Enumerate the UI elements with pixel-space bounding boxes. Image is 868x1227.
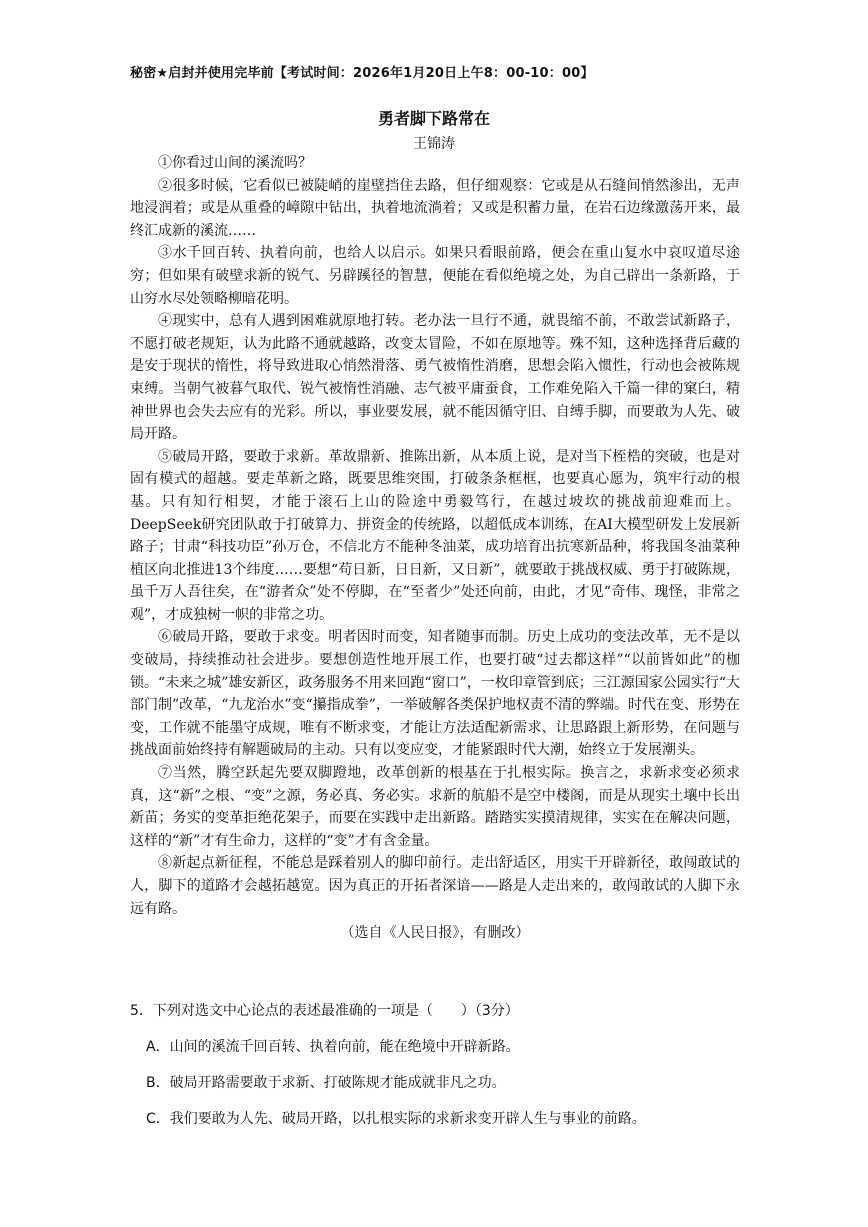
option-a[interactable]: A．山间的溪流千回百转、执着向前，能在绝境中开辟新路。	[146, 1039, 520, 1055]
article-body	[130, 152, 740, 945]
paragraph-5: ⑤破局开路，要敢于求新。革故鼎新、推陈出新，从本质上说，是对当下桎梏的突破，也是对固有模式的超越。要走革新之路，既要思维突围，打破条条框框，也要真心愿为，筑牢行动的根基。只有知行相契，才能于滚石上山的险途中勇毅笃行，在越过坡坎的挑战前迎难而上。DeepSeek研究团队敢于打破算力、拼资金的传统路，以超低成本训练，在AI大模型研发上发展新路子；甘肃“科技功臣”孙万仓，不信北方不能种冬油菜，成功培育出抗寒新品种，将我国冬油菜种植区向北推进13个纬度……要想“苟日新，日日新，又日新”，就要敢于挑战权威、勇于打破陈规，虽千万人吾往矣，在“游者众”处不停脚，在“至者少”处还向前，由此，才见“奇伟、瑰怪，非常之观”，才成独树一帜的非常之功。	[130, 448, 740, 623]
paragraph-3: ③水千回百转、执着向前，也给人以启示。如果只看眼前路，便会在重山复水中哀叹道尽途穷；但如果有破壁求新的锐气、另辟蹊径的智慧，便能在看似绝境之处，为自己辟出一条新路，于山穷水尽处领略柳暗花明。	[130, 245, 740, 307]
paragraph-4: ④现实中，总有人遇到困难就原地打转。老办法一旦行不通，就畏缩不前，不敢尝试新路子，不愿打破老规矩，认为此路不通就越路，改变太冒险，不如在原地等。殊不知，这种选择背后藏的是安于现状的惰性，将导致进取心悄然滑落、勇气被惰性消磨，思想会陷入惯性，行动也会被陈规束缚。当朝气被暮气取代、锐气被惰性消融、志气被平庸蚕食，工作难免陷入千篇一律的窠臼，精神世界也会失去应有的光彩。所以，事业要发展，就不能因循守旧、自缚手脚，而要敢为人先、破局开路。	[130, 313, 740, 443]
article-author: 王锦涛	[413, 136, 455, 152]
paragraph-7: ⑦当然，腾空跃起先要双脚蹬地，改革创新的根基在于扎根实际。换言之，求新求变必须求真，这“新”之根、“变”之源，务必真、务必实。求新的航船不是空中楼阁，而是从现实土壤中长出新苗；务实的变革拒绝花架子，而要在实践中走出新路。踏踏实实摸清规律，实实在在解决问题，这样的“新”才有生命力，这样的“变”才有含金量。	[130, 765, 740, 849]
confidential-header: 秘密★启封并使用完毕前【考试时间：2026年1月20日上午8：00-10：00】	[130, 66, 594, 81]
option-c[interactable]: C．我们要敢为人先、破局开路，以扎根实际的求新求变开辟人生与事业的前路。	[146, 1111, 646, 1127]
paragraph-1: ①你看过山间的溪流吗？	[158, 155, 312, 171]
article-source: （选自《人民日报》，有删改）	[340, 925, 530, 942]
question-stem: 5．下列对选文中心论点的表述最准确的一项是（ ）（3分）	[130, 1003, 519, 1019]
question-5	[130, 1000, 750, 1144]
paragraph-8: ⑧新起点新征程，不能总是踩着别人的脚印前行。走出舒适区，用实干开辟新径，敢闯敢试的人，脚下的道路才会越拓越宽。因为真正的开拓者深谙——路是人走出来的，敢闯敢试的人脚下永远有路。	[130, 855, 740, 917]
article-title: 勇者脚下路常在	[377, 109, 490, 128]
option-b[interactable]: B．破局开路需要敢于求新、打破陈规才能成就非凡之功。	[146, 1075, 506, 1091]
paragraph-2: ②很多时候，它看似已被陡峭的崖壁挡住去路，但仔细观察：它或是从石缝间悄然渗出，无声地浸润着；或是从重叠的嶂隙中钻出，执着地流淌着；又或是积蓄力量，在岩石边缘激荡开来，最终汇成新的溪流……	[130, 177, 740, 239]
paragraph-6: ⑥破局开路，要敢于求变。明者因时而变，知者随事而制。历史上成功的变法改革，无不是以变破局，持续推动社会进步。要想创造性地开展工作，也要打破“过去都这样”“以前皆如此”的枷锁。“未来之城”雄安新区，政务服务不用来回跑“窗口”，一枚印章管到底；三江源国家公园实行“大部门制”改革，“九龙治水”变“攥指成拳”，一举破解各类保护地权责不清的弊端。时代在变、形势在变，工作就不能墨守成规，唯有不断求变，才能让方法适配新需求、让思路跟上新形势，在问题与挑战面前始终持有解题破局的主动。只有以变应变，才能紧跟时代大潮，始终立于发展潮头。	[130, 629, 740, 759]
